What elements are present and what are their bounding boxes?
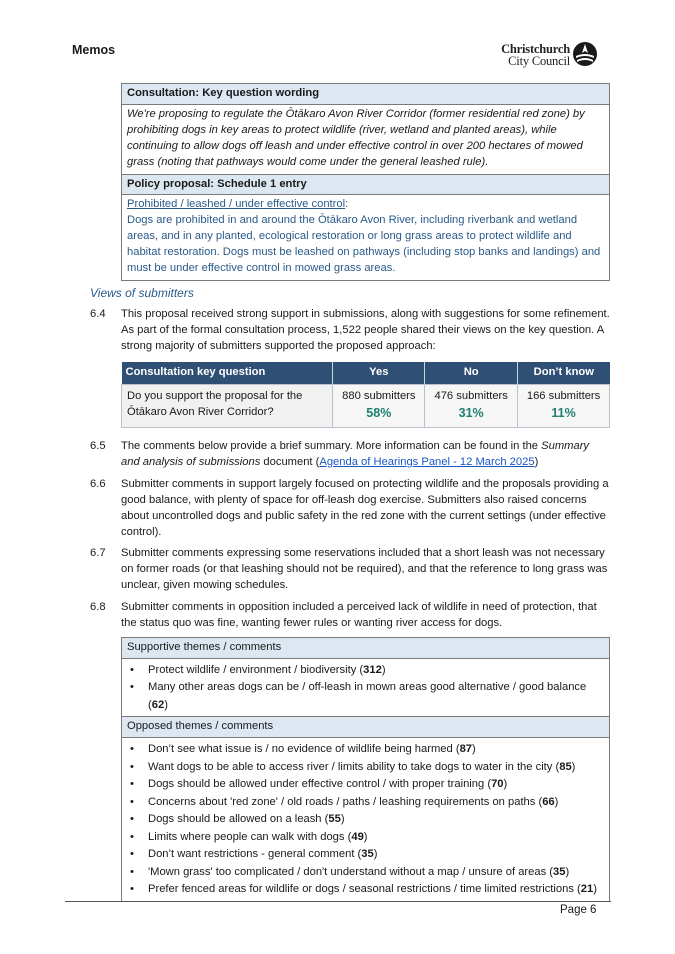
theme-text: 'Mown grass' too complicated / don't understand without a map / unsure of areas ( [148,865,554,878]
no-percent: 31% [458,405,484,420]
table-header-yes: Yes [333,362,425,384]
policy-box-text: Dogs are prohibited in and around the Ōtākaro Avon River, including riverbank and wetland areas, and in any planted, ecological restoration or long grass areas to protect wildlife and habitat restoration. Dogs must be leashed on pathways (including stop banks and landings) and must be under effective control in mowed grass areas. [127,214,601,275]
theme-text: Many other areas dogs can be / off-leash in mown areas good alternative / good balance ( [148,681,587,711]
theme-text-end: ) [381,663,386,676]
list-item [127,829,604,847]
table-dont-know-cell [518,384,610,427]
theme-text-end: ) [593,883,597,896]
table-question-cell: Do you support the proposal for the Ōtākaro Avon River Corridor? [122,384,333,427]
bullet-icon: • [130,778,134,791]
theme-text-end: ) [373,848,378,861]
bullet-icon: • [130,865,134,878]
list-item [127,776,604,794]
list-item [127,679,604,714]
opposed-themes-head: Opposed themes / comments [122,716,609,738]
table-header-no: No [425,362,518,384]
consultation-policy-box [121,83,610,281]
consultation-box-text: We're proposing to regulate the Ōtākaro Avon River Corridor (former residential red zone) by prohibiting dogs in key areas to protect wildlife (river, wetland and planted areas), while continuing to allow dogs off leash and under effective control in over 200 hectares of mowed grass (noting that pathways would come under the general leashed rule). [127,107,585,168]
bullet-icon: • [130,760,134,773]
paragraph-6-8 [90,600,610,634]
footer-divider [65,901,611,902]
list-item [127,759,604,777]
bullet-icon: • [130,681,134,694]
bullet-icon: • [130,743,134,756]
no-count: 476 submitters [434,389,508,402]
logo-line-1: Christchurch [501,42,570,56]
paragraph-6-5 [90,439,610,473]
theme-text: Dogs should be allowed on a leash ( [148,813,329,826]
theme-count: 87 [459,743,473,756]
theme-text-end: ) [565,865,570,878]
theme-count: 55 [328,813,341,826]
theme-count: 49 [351,830,364,843]
supportive-themes-list [122,659,609,717]
theme-text: Don’t want restrictions - general comment ( [148,848,362,861]
section-heading: Views of submitters [90,286,194,300]
list-item [127,864,604,882]
para-text: Submitter comments expressing some reservations included that a short leash was not necessary on former roads (or that leashing should not be required), and that the reference to long grass was unclear, given mowing schedules. [121,547,608,591]
yes-count: 880 submitters [342,389,416,402]
logo-line-2: City Council [508,54,570,68]
para-text-part: document ( [260,455,320,468]
theme-count: 35 [553,865,566,878]
theme-text-end: ) [340,813,345,826]
theme-text: Concerns about 'red zone' / old roads / paths / leashing requirements on paths ( [148,795,543,808]
theme-text-end: ) [554,795,559,808]
table-yes-cell [333,384,425,427]
yes-percent: 58% [366,405,392,420]
theme-count: 66 [542,795,555,808]
theme-text-end: ) [503,778,508,791]
themes-table [121,637,610,902]
agenda-link[interactable]: Agenda of Hearings Panel - 12 March 2025 [319,455,535,468]
consultation-box-head: Consultation: Key question wording [122,84,609,105]
policy-box-subhead: Prohibited / leashed / under effective control [127,198,346,211]
theme-text: Want dogs to be able to access river / limits ability to take dogs to water in the city ( [148,760,560,773]
list-item [127,811,604,829]
para-number: 6.6 [90,478,106,490]
paragraph-6-7 [90,546,610,596]
theme-count: 85 [559,760,572,773]
consultation-key-table [121,362,610,428]
list-item [127,741,604,759]
list-item [127,794,604,812]
cathedral-logo-icon [572,41,598,67]
theme-count: 312 [363,663,382,676]
table-header-dont-know: Don’t know [518,362,610,384]
policy-box-subhead-colon: : [345,198,349,211]
dont-know-percent: 11% [551,405,576,420]
theme-count: 62 [151,698,165,711]
bullet-icon: • [130,883,134,896]
policy-box-body [122,195,609,280]
para-number: 6.7 [90,547,106,559]
summary-doc-title: Summary and analysis of submissions [121,440,590,468]
theme-text-end: ) [571,760,576,773]
list-item [127,846,604,864]
para-text-part: ) [534,455,539,468]
table-no-cell [425,384,518,427]
paragraph-6-6 [90,477,610,543]
theme-text-end: ) [363,830,368,843]
bullet-icon: • [130,813,134,826]
theme-count: 35 [361,848,374,861]
theme-text: Dogs should be allowed under effective control / with proper training ( [148,778,492,791]
header-title: Memos [72,43,116,57]
bullet-icon: • [130,830,134,843]
theme-text-end: ) [472,743,476,756]
theme-text: Don’t see what issue is / no evidence of wildlife being harmed ( [148,743,460,756]
para-text: Submitter comments in support largely focused on protecting wildlife and the proposals providing a good balance, with plenty of space for off-leash dog exercise. Submitters also raised concerns about uncontrolled dogs and public safety in the red zone with the current settings (under effective control). [121,478,609,538]
para-text-part: The comments below provide a brief summary. More information can be found in the [121,440,542,452]
table-header-question: Consultation key question [122,362,333,384]
theme-text: Protect wildlife / environment / biodiversity ( [148,663,364,676]
theme-text-end: ) [164,698,168,711]
policy-box-head: Policy proposal: Schedule 1 entry [122,174,609,196]
theme-count: 70 [491,778,504,791]
list-item [127,881,604,899]
para-text [121,439,610,471]
paragraph-6-4 [90,307,610,357]
bullet-icon: • [130,663,134,676]
bullet-icon: • [130,795,134,808]
theme-count: 21 [580,883,594,896]
para-number: 6.8 [90,601,106,613]
page-number: Page 6 [560,904,597,916]
para-text: Submitter comments in opposition included a perceived lack of wildlife in need of protection, that the status quo was fine, wanting fewer rules or wanting river access for dogs. [121,601,597,629]
para-text: This proposal received strong support in submissions, along with suggestions for some refinement. As part of the formal consultation process, 1,522 people shared their views on the key question. A strong majority of submitters supported the proposed approach: [121,308,610,352]
supportive-themes-head: Supportive themes / comments [122,638,609,659]
opposed-themes-list [122,738,609,901]
para-number: 6.4 [90,308,106,320]
list-item [127,662,604,680]
council-logo [498,41,602,67]
para-number: 6.5 [90,440,106,452]
dont-know-count: 166 submitters [526,389,601,402]
theme-text: Prefer fenced areas for wildlife or dogs / seasonal restrictions / time limited restrictions ( [148,883,581,896]
bullet-icon: • [130,848,134,861]
theme-text: Limits where people can walk with dogs ( [148,830,352,843]
